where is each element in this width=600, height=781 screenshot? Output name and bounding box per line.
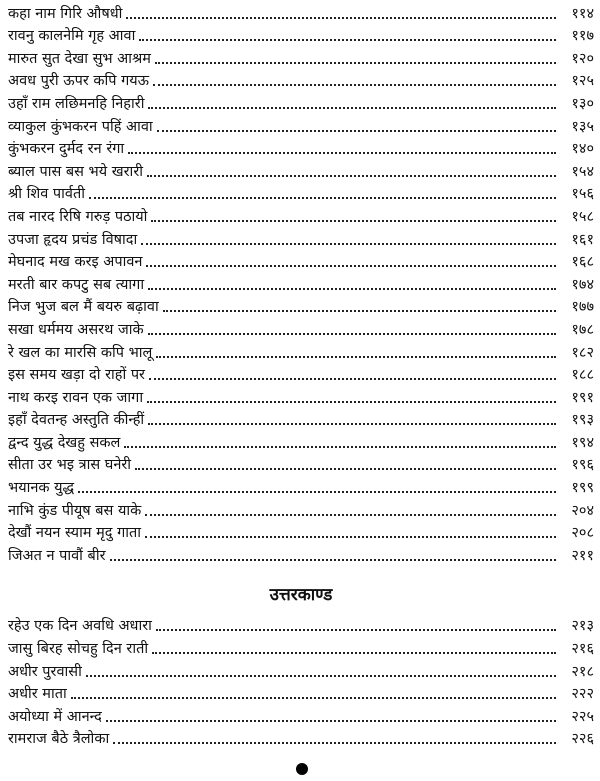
- entry-title: मारुत सुत देखा सुभ आश्रम: [8, 50, 151, 67]
- entry-page-number: १६१: [571, 231, 594, 248]
- entry-page-number: १७४: [571, 276, 594, 293]
- dotted-leader: [135, 467, 556, 470]
- dotted-leader: [153, 83, 556, 86]
- bullet-dot-icon: [296, 763, 308, 775]
- entry-page-number: १५८: [571, 208, 594, 225]
- entry-page-number: १६८: [571, 254, 594, 271]
- entry-title: निज भुज बल मैं बयरु बढ़ावा: [8, 299, 159, 316]
- entry-page-number: १९९: [571, 480, 594, 497]
- toc-row: [8, 726, 594, 749]
- toc-row: [8, 497, 594, 520]
- entry-title: द्वन्द युद्ध देखहु सकल: [8, 434, 121, 451]
- entry-title: अधीर पुरवासी: [8, 663, 82, 680]
- toc-row: [8, 681, 594, 704]
- entry-title: व्याकुल कुंभकरन पहिं आवा: [8, 118, 153, 135]
- entry-title: नाथ करइ रावन एक जागा: [8, 389, 144, 406]
- entry-page-number: २०४: [571, 502, 594, 519]
- dotted-leader: [124, 445, 556, 448]
- dotted-leader: [157, 129, 556, 132]
- toc-row: [8, 452, 594, 475]
- toc-row: [8, 45, 594, 68]
- entry-title: मेघनाद मख करइ अपावन: [8, 254, 143, 271]
- dotted-leader: [78, 490, 556, 493]
- entry-title: ब्याल पास बस भये खरारी: [8, 163, 144, 180]
- entry-page-number: १९१: [571, 389, 594, 406]
- toc-row: [8, 249, 594, 272]
- entry-page-number: १९३: [571, 412, 594, 429]
- entry-page-number: ११४: [571, 5, 594, 22]
- dotted-leader: [156, 355, 556, 358]
- entry-page-number: १९६: [571, 457, 594, 474]
- entry-page-number: १२०: [571, 50, 594, 67]
- entry-title: कुंभकरन दुर्मद रन रंगा: [8, 141, 125, 158]
- toc-row: [8, 703, 594, 726]
- entry-page-number: १५४: [571, 163, 594, 180]
- entry-page-number: १८८: [571, 367, 594, 384]
- entry-page-number: १४०: [571, 141, 594, 158]
- toc-row: [8, 23, 594, 46]
- toc-row: [8, 407, 594, 430]
- toc-row: [8, 658, 594, 681]
- entry-title: जासु बिरह सोचहु दिन राती: [8, 641, 149, 658]
- table-of-contents: [8, 0, 594, 748]
- dotted-leader: [151, 219, 556, 222]
- entry-title: अवध पुरी ऊपर कपि गयऊ: [8, 73, 150, 90]
- dotted-leader: [145, 535, 556, 538]
- entry-title: उपजा हृदय प्रचंड विषादा: [8, 231, 138, 248]
- dotted-leader: [113, 741, 556, 744]
- entry-page-number: २१६: [571, 641, 594, 658]
- toc-row: [8, 362, 594, 385]
- toc-row: [8, 474, 594, 497]
- entry-title: कहा नाम गिरि औषधी: [8, 5, 123, 22]
- entry-title: रहेउ एक दिन अवधि अधारा: [8, 618, 152, 635]
- entry-page-number: १५६: [571, 186, 594, 203]
- entry-title: इस समय खड़ा दो राहों पर: [8, 367, 145, 384]
- toc-row: [8, 136, 594, 159]
- dotted-leader: [86, 674, 556, 677]
- section-entries-list: [8, 613, 594, 749]
- entry-page-number: २१८: [571, 663, 594, 680]
- dotted-leader: [128, 151, 556, 154]
- dotted-leader: [148, 422, 556, 425]
- entry-title: मरती बार कपटु सब त्यागा: [8, 276, 145, 293]
- dotted-leader: [89, 196, 556, 199]
- entry-page-number: १८२: [571, 344, 594, 361]
- entry-page-number: २११: [571, 547, 594, 564]
- entry-title: रावनु कालनेमि गृह आवा: [8, 28, 136, 45]
- dotted-leader: [110, 558, 556, 561]
- dotted-leader: [148, 106, 556, 109]
- dotted-leader: [139, 38, 556, 41]
- toc-row: [8, 203, 594, 226]
- toc-row: [8, 613, 594, 636]
- dotted-leader: [146, 264, 556, 267]
- toc-row: [8, 90, 594, 113]
- entry-title: जिअत न पावौं बीर: [8, 547, 106, 564]
- entry-title: रे खल का मारसि कपि भालू: [8, 344, 153, 361]
- dotted-leader: [149, 377, 556, 380]
- toc-row: [8, 294, 594, 317]
- toc-row: [8, 158, 594, 181]
- dotted-leader: [71, 696, 556, 699]
- entry-page-number: १७७: [571, 299, 594, 316]
- entry-page-number: २०८: [571, 525, 594, 542]
- toc-row: [8, 0, 594, 23]
- dotted-leader: [106, 719, 556, 722]
- entry-title: इहाँ देवतन्ह अस्तुति कीन्हीं: [8, 412, 145, 429]
- dotted-leader: [147, 400, 556, 403]
- entry-title: अधीर माता: [8, 686, 67, 703]
- entry-title: अयोध्या में आनन्द: [8, 708, 102, 725]
- dotted-leader: [155, 61, 556, 64]
- entry-title: भयानक युद्ध: [8, 480, 75, 497]
- entry-page-number: ११७: [571, 28, 594, 45]
- toc-row: [8, 429, 594, 452]
- dotted-leader: [148, 287, 556, 290]
- entry-page-number: १९४: [571, 434, 594, 451]
- toc-row: [8, 339, 594, 362]
- entry-title: सीता उर भइ त्रास घनेरी: [8, 457, 132, 474]
- dotted-leader: [141, 242, 556, 245]
- dotted-leader: [147, 174, 556, 177]
- entry-page-number: १२५: [571, 73, 594, 90]
- dotted-leader: [148, 332, 556, 335]
- entry-title: सखा धर्ममय असरथ जाके: [8, 321, 144, 338]
- toc-row: [8, 271, 594, 294]
- toc-row: [8, 68, 594, 91]
- toc-row: [8, 635, 594, 658]
- entry-page-number: १३५: [571, 118, 594, 135]
- toc-row: [8, 113, 594, 136]
- entry-page-number: १७८: [571, 321, 594, 338]
- entry-title: देखौं नयन स्याम मृदु गाता: [8, 525, 142, 542]
- dotted-leader: [145, 513, 556, 516]
- entry-page-number: २२५: [571, 708, 594, 725]
- toc-row: [8, 542, 594, 565]
- toc-entries-list: [8, 0, 594, 565]
- entry-page-number: २१३: [571, 618, 594, 635]
- dotted-leader: [163, 309, 556, 312]
- dotted-leader: [126, 16, 556, 19]
- dotted-leader: [152, 651, 556, 654]
- section-heading: उत्तरकाण्ड: [269, 584, 333, 605]
- entry-title: नाभि कुंड पीयूष बस याके: [8, 502, 142, 519]
- entry-title: उहाँ राम लछिमनहि निहारी: [8, 95, 145, 112]
- toc-row: [8, 384, 594, 407]
- entry-title: श्री शिव पार्वती: [8, 186, 85, 203]
- toc-row: [8, 520, 594, 543]
- toc-row: [8, 226, 594, 249]
- toc-row: [8, 181, 594, 204]
- entry-page-number: २२२: [571, 686, 594, 703]
- entry-page-number: १३०: [571, 95, 594, 112]
- dotted-leader: [156, 628, 556, 631]
- toc-row: [8, 316, 594, 339]
- entry-title: रामराज बैठे त्रैलोका: [8, 731, 110, 748]
- entry-page-number: २२६: [571, 731, 594, 748]
- entry-title: तब नारद रिषि गरुड़ पठायो: [8, 208, 148, 225]
